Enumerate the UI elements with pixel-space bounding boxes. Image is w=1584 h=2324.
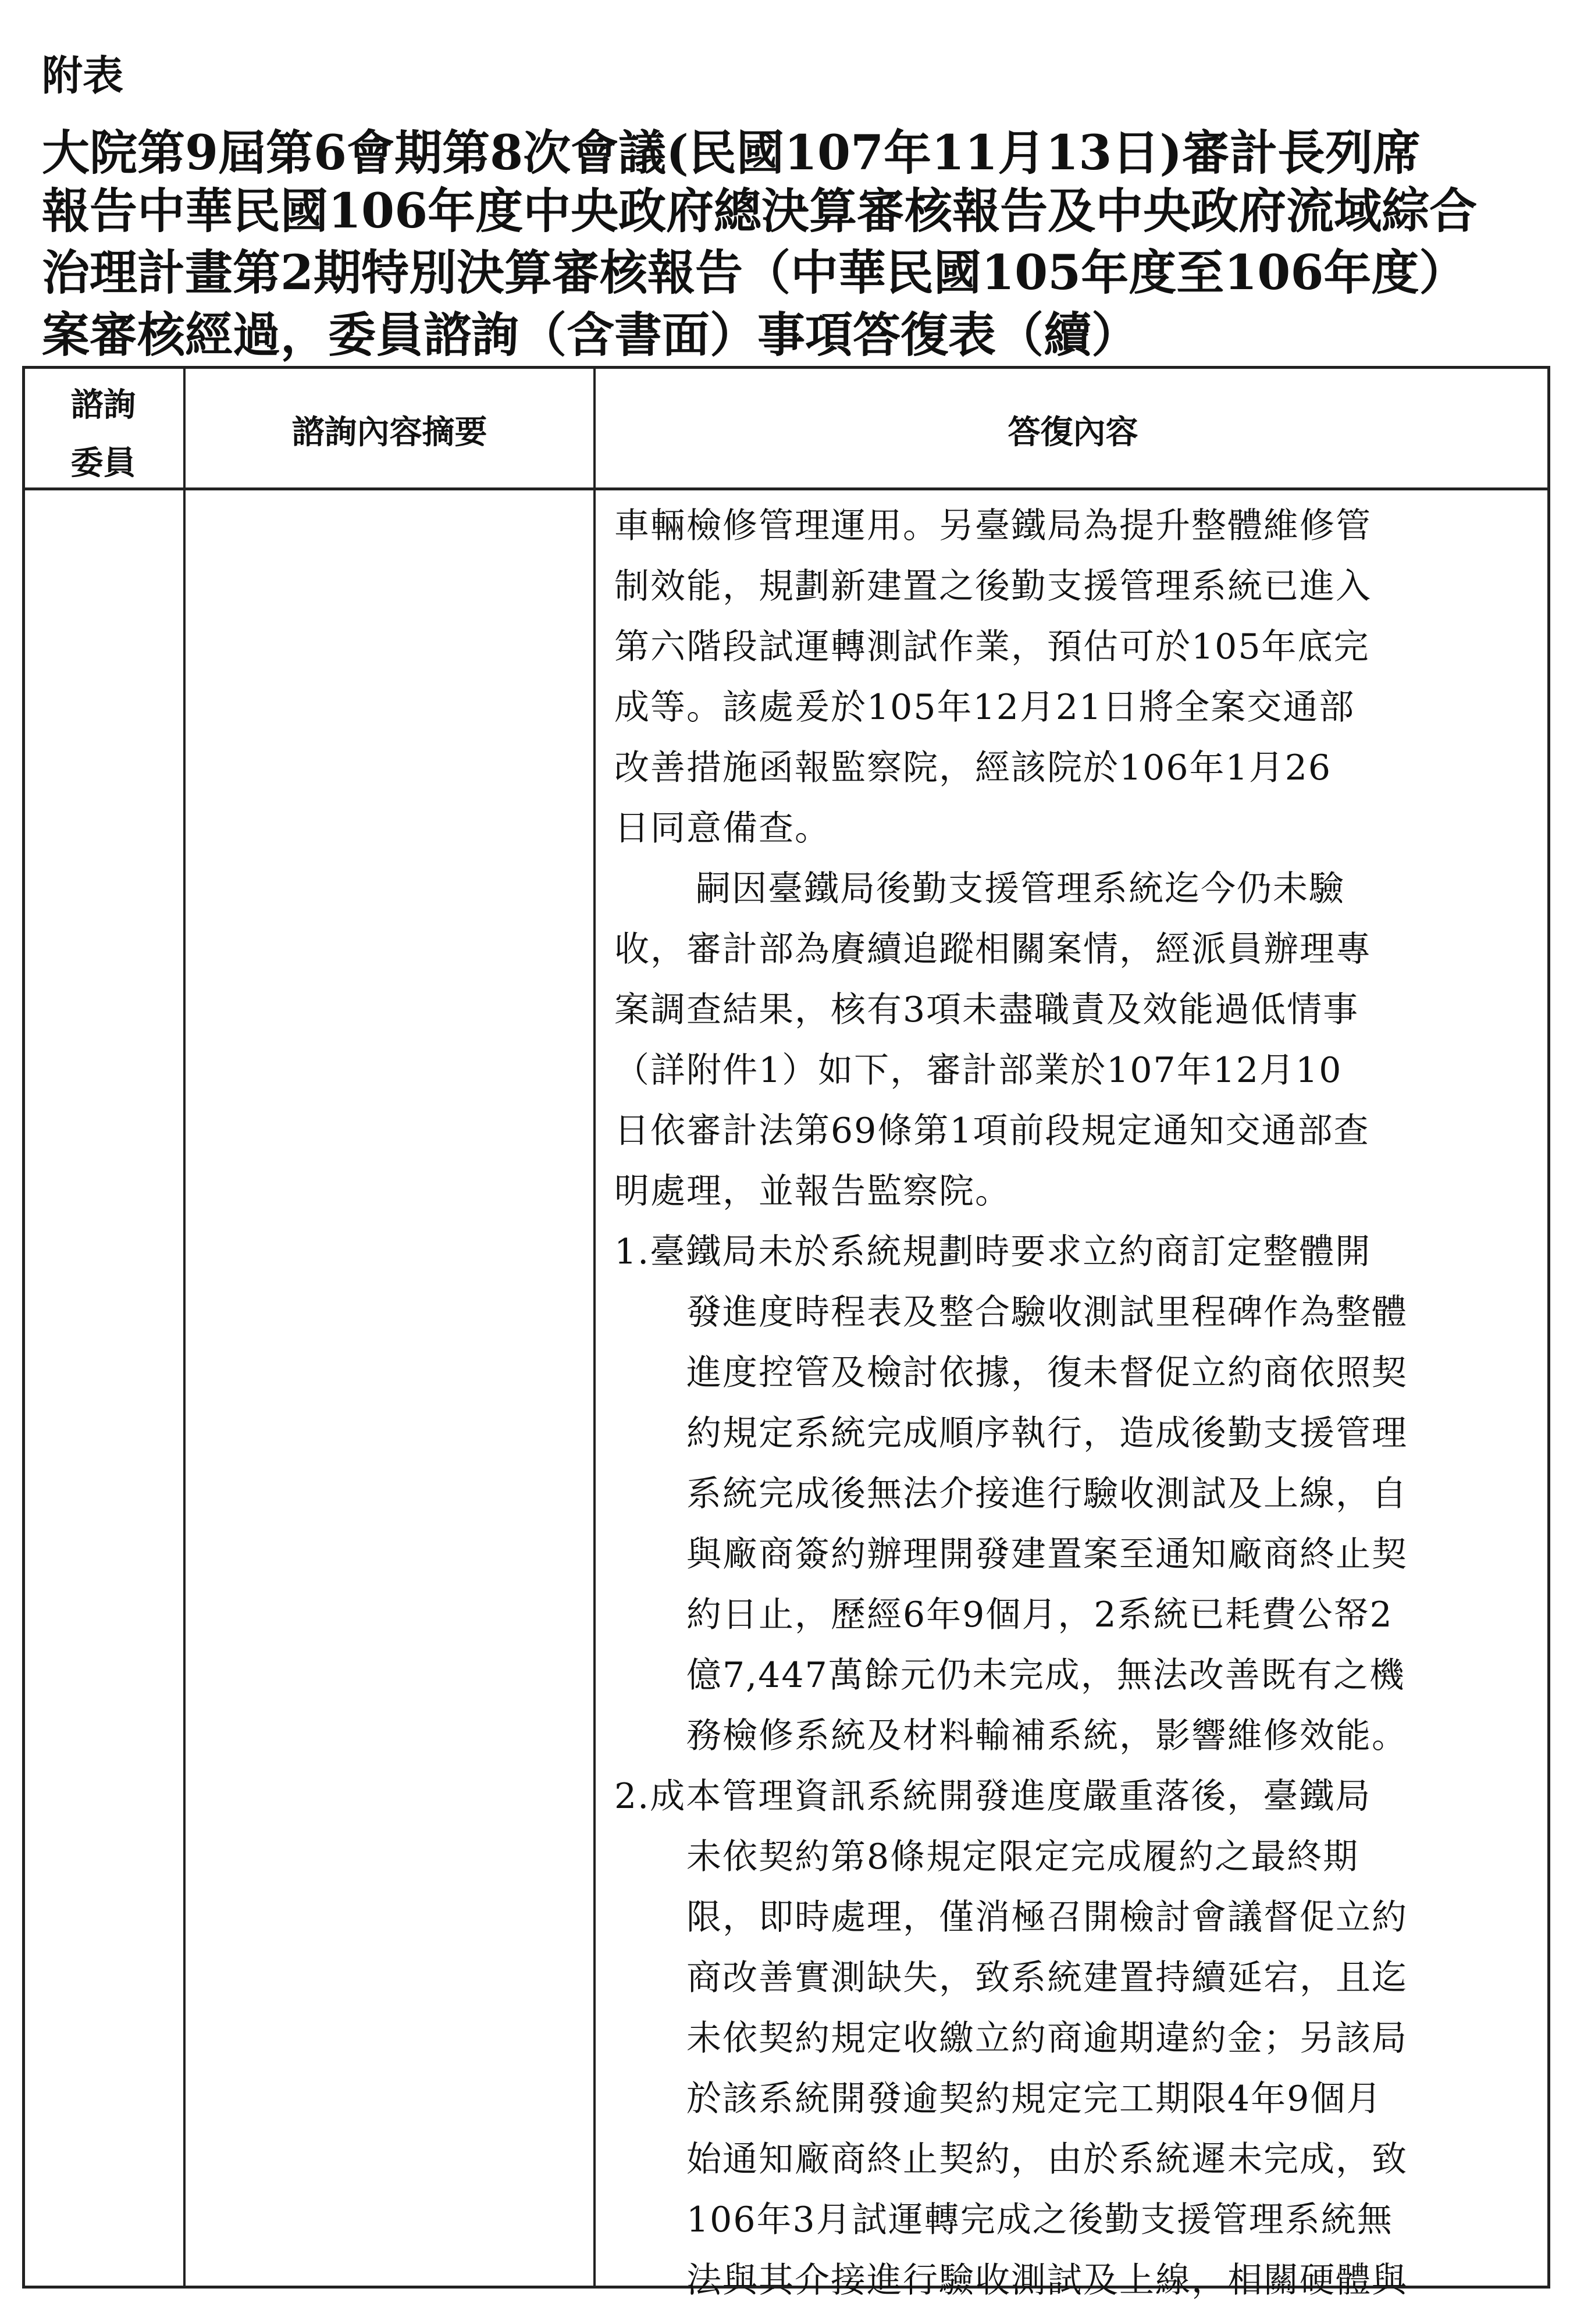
reply-list-item: 2.成本管理資訊系統開發進度嚴重落後，臺鐵局 [614,1776,1372,1817]
reply-line: 制效能，規劃新建置之後勤支援管理系統已進入 [614,566,1372,607]
reply-line: 改善措施函報監察院，經該院於106年1月26 [614,748,1332,788]
reply-line: 日依審計法第69條第1項前段規定通知交通部查 [614,1111,1370,1151]
reply-line: 未依契約規定收繳立約商逾期違約金；另該局 [686,2018,1408,2059]
reply-line: 收，審計部為賡續追蹤相關案情，經派員辦理專 [614,929,1372,970]
reply-line: 發進度時程表及整合驗收測試里程碑作為整體 [686,1292,1408,1333]
reply-line: 未依契約第8條規定限定完成履約之最終期 [686,1837,1359,1877]
reply-line: 約日止，歷經6年9個月，2系統已耗費公帑2 [686,1595,1393,1635]
title-line-3: 治理計畫第2期特別決算審核報告（中華民國105年度至106年度） [42,245,1467,301]
reply-line: 系統完成後無法介接進行驗收測試及上線，自 [686,1474,1408,1514]
reply-line: 億7,447萬餘元仍未完成，無法改善既有之機 [686,1655,1405,1696]
table-header-divider [22,487,1550,490]
reply-line: 進度控管及檢討依據，復未督促立約商依照契 [686,1353,1408,1393]
column-divider-1 [183,366,186,2289]
reply-line: 106年3月試運轉完成之後勤支援管理系統無 [686,2200,1393,2240]
title-line-1: 大院第9屆第6會期第8次會議(民國107年11月13日)審計長列席 [42,125,1421,181]
column-header-reply: 答復內容 [1008,413,1138,451]
reply-line: （詳附件1）如下，審計部業於107年12月10 [614,1050,1343,1091]
reply-list-item: 1.臺鐵局未於系統規劃時要求立約商訂定整體開 [614,1232,1372,1272]
reply-line: 明處理，並報告監察院。 [614,1171,1011,1212]
attachment-label: 附表 [42,51,123,99]
column-divider-2 [593,366,596,2289]
reply-line: 始通知廠商終止契約，由於系統遲未完成，致 [686,2139,1408,2180]
reply-line: 務檢修系統及材料輸補系統，影響維修效能。 [686,1716,1408,1756]
reply-line: 成等。該處爰於105年12月21日將全案交通部 [614,687,1355,728]
reply-line: 與廠商簽約辦理開發建置案至通知廠商終止契 [686,1534,1408,1575]
title-line-2: 報告中華民國106年度中央政府總決算審核報告及中央政府流域綜合 [42,183,1478,239]
reply-line: 第六階段試運轉測試作業，預估可於105年底完 [614,627,1370,667]
reply-line: 約規定系統完成順序執行，造成後勤支援管理 [686,1413,1408,1454]
column-header-member-line1: 諮詢 [70,386,136,424]
column-header-summary: 諮詢內容摘要 [291,413,487,451]
reply-line: 限，即時處理，僅消極召開檢討會議督促立約 [686,1897,1408,1938]
reply-line: 日同意備查。 [614,808,831,849]
column-header-member-line2: 委員 [70,444,136,482]
title-line-4: 案審核經過，委員諮詢（含書面）事項答復表（續） [42,307,1140,363]
reply-line: 商改善實測缺失，致系統建置持續延宕，且迄 [686,1958,1408,1998]
reply-line: 於該系統開發逾契約規定完工期限4年9個月 [686,2079,1383,2119]
reply-line: 案調查結果，核有3項未盡職責及效能過低情事 [614,990,1359,1030]
reply-line: 法與其介接進行驗收測試及上線，相關硬體與 [686,2260,1408,2301]
reply-line: 車輛檢修管理運用。另臺鐵局為提升整體維修管 [614,506,1372,546]
reply-line: 嗣因臺鐵局後勤支援管理系統迄今仍未驗 [696,869,1345,909]
